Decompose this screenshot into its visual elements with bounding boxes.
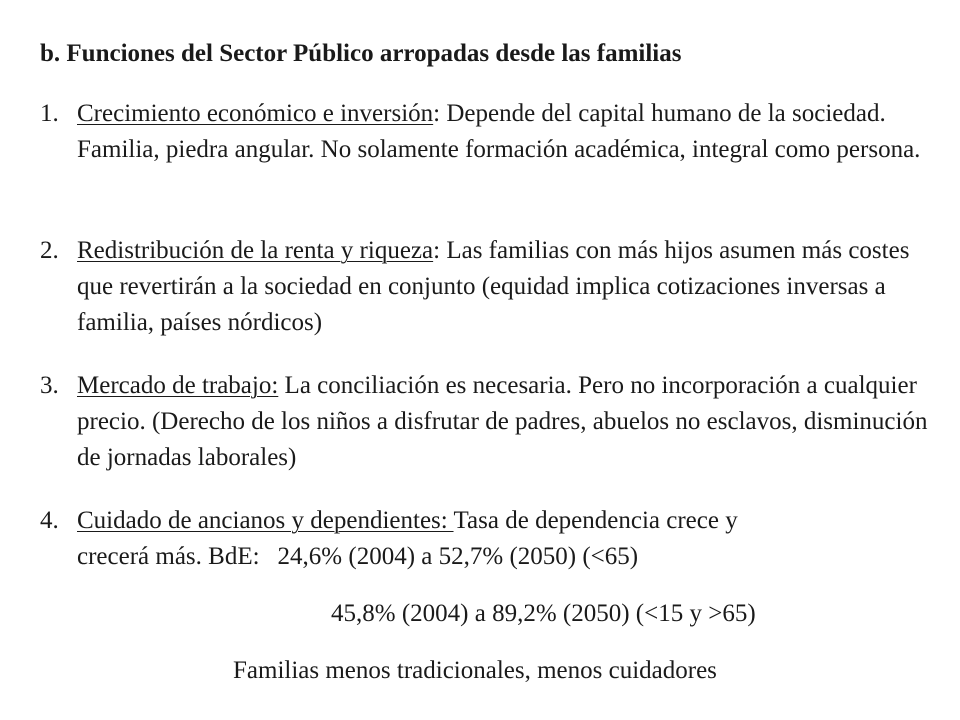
list-item-body [77, 503, 930, 575]
slide-heading: b. Funciones del Sector Público arropadas desde las familias [40, 40, 682, 67]
list-item-number: 4. [40, 507, 59, 534]
list-item-text: Tasa de dependencia crece y [453, 507, 738, 534]
list-item-body [77, 96, 930, 168]
list-item-number: 3. [40, 372, 59, 399]
list-item-line [77, 503, 930, 539]
list-item-line [77, 539, 930, 575]
list-item-4 [40, 503, 930, 575]
closing-line: Familias menos tradicionales, menos cuidadores [233, 657, 717, 684]
list-item-2 [40, 233, 930, 341]
dependency-ratio-line: 45,8% (2004) a 89,2% (2050) (<15 y >65) [331, 600, 756, 627]
list-item-text: : Depende del capital humano de la sociedad. Familia, piedra angular. No solamente formación académica, integral como persona. [77, 100, 921, 163]
list-item-body [77, 368, 930, 476]
list-item-title: Redistribución de la renta y riqueza [77, 237, 434, 264]
list-item-3 [40, 368, 930, 476]
list-item-1 [40, 96, 930, 168]
list-item-text: 24,6% (2004) a 52,7% (2050) (<65) [277, 543, 639, 570]
list-item-number: 1. [40, 100, 59, 127]
list-item-text: La conciliación es necesaria. Pero no incorporación a cualquier precio. (Derecho de los niños a disfrutar de padres, abuelos no esclavos, disminución de jornadas laborales) [77, 372, 928, 471]
list-item-number: 2. [40, 237, 59, 264]
list-item-title: Mercado de trabajo: [77, 372, 279, 399]
list-item-text: : Las familias con más hijos asumen más costes que revertirán a la sociedad en conjunto (equidad implica cotizaciones inversas a familia, países nórdicos) [77, 237, 910, 336]
list-item-title: Crecimiento económico e inversión [77, 100, 434, 127]
list-item-title: Cuidado de ancianos y dependientes: [77, 507, 454, 534]
list-item-body [77, 233, 930, 341]
list-item-text: crecerá más. BdE: [77, 543, 260, 570]
